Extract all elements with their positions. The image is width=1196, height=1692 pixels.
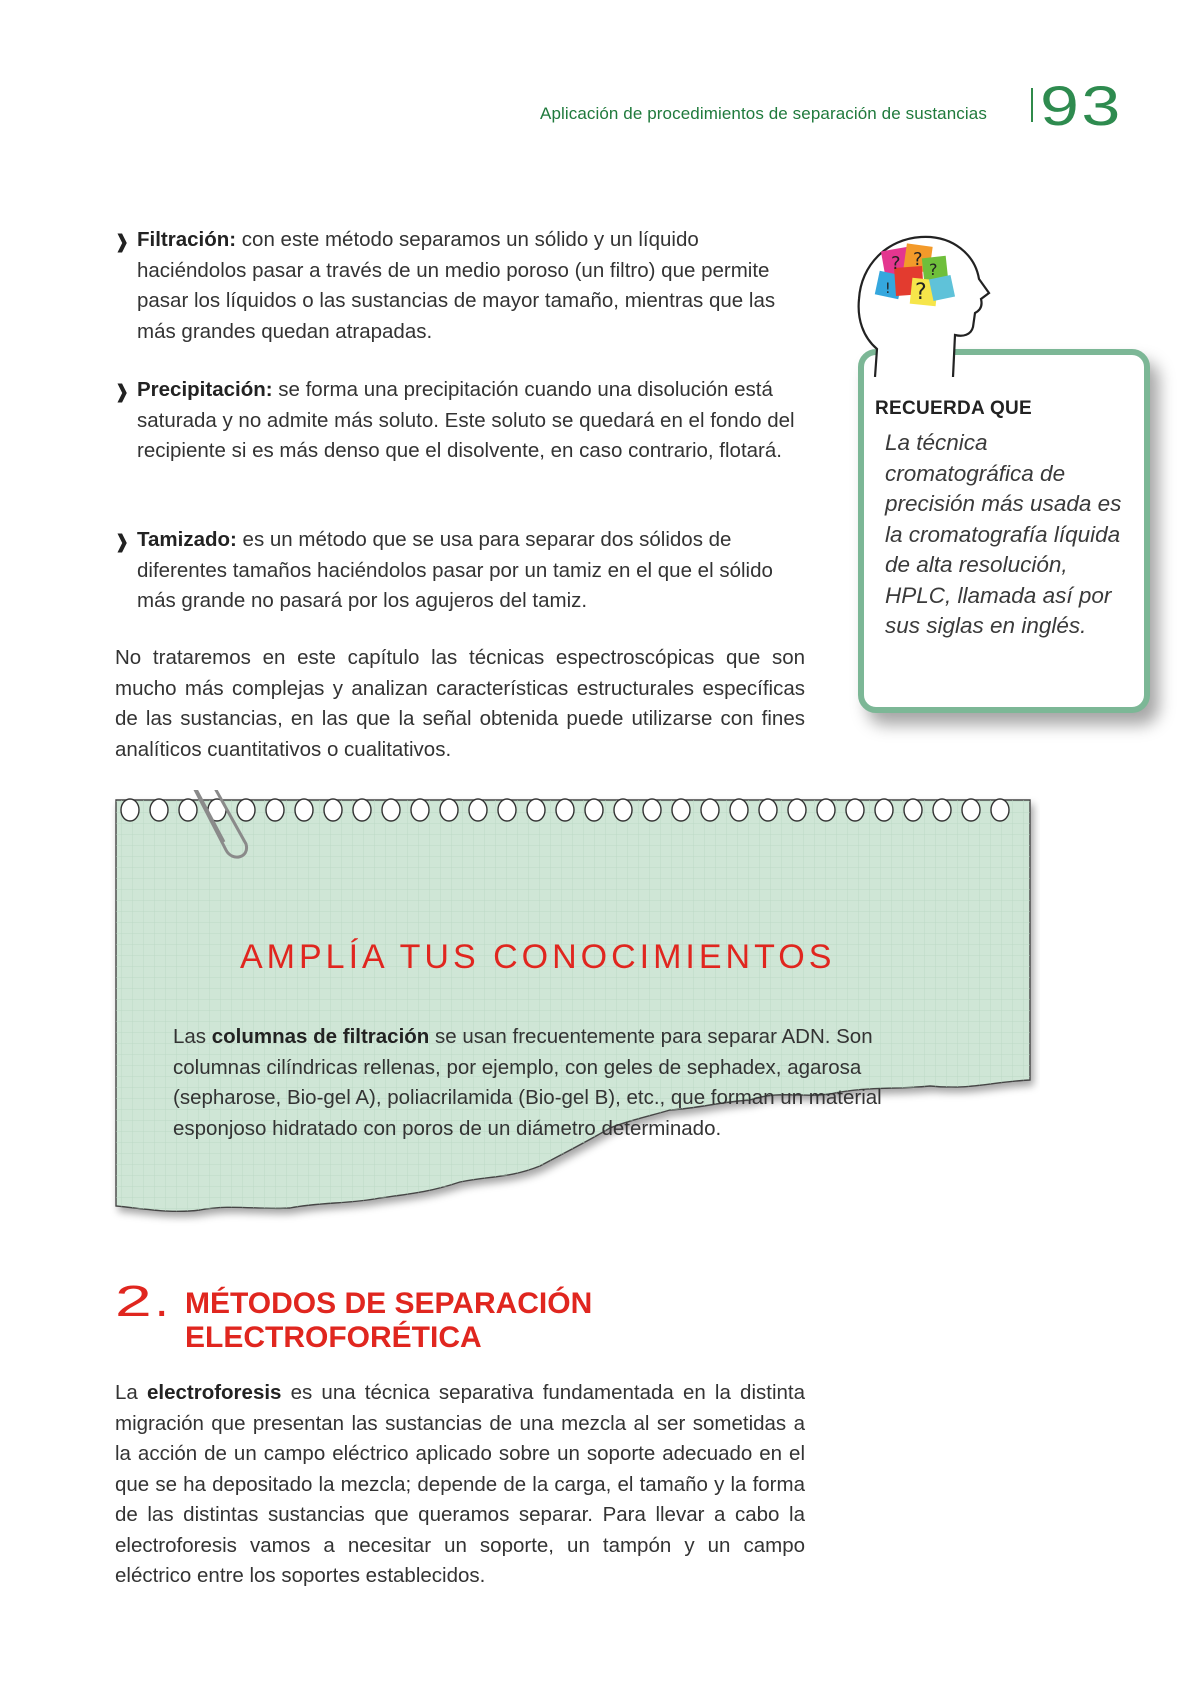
svg-text:?: ? [915,280,927,305]
notepad-background [110,790,1040,1240]
notepad-hole [179,799,197,821]
notepad-hole [672,799,690,821]
recuerda-text: La técnica cromatográfica de precisión más usada es la cromatografía líquida de alta resolución, HPLC, llamada así por sus siglas en inglés. [885,430,1122,638]
thinking-head-icon [855,227,995,377]
section-title-line2: ELECTROFORÉTICA [185,1321,482,1354]
svg-text:?: ? [913,249,923,270]
notepad-hole [295,799,313,821]
bullet-filtracion [115,225,805,347]
bullet-term: Tamizado: [137,528,237,551]
notepad-hole [701,799,719,821]
notepad-hole [730,799,748,821]
notepad-hole [759,799,777,821]
notepad-hole [643,799,661,821]
notepad-hole [875,799,893,821]
notepad-hole [904,799,922,821]
running-title: Aplicación de procedimientos de separación de sustancias [540,104,987,123]
notepad-hole [150,799,168,821]
intro-paragraph: No trataremos en este capítulo las técnicas espectroscópicas que son mucho más complejas y analizan características estructurales específicas de las sustancias, en las que la señal obtenida puede utilizarse con fines analíticos cuantitativos o cualitativos. [115,646,805,761]
notepad-hole [788,799,806,821]
recuerda-title: RECUERDA QUE [875,398,1033,419]
notepad-hole [614,799,632,821]
section-number-dot: . [157,1286,167,1324]
bullet-marker-icon: ❱ [114,232,130,253]
bullet-tamizado [115,525,805,617]
amplia-lead: Las [173,1025,212,1048]
electro-body: es una técnica separativa fundamentada en la distinta migración que presentan las sustancias de una mezcla al ser sometidas a la acción de un campo eléctrico aplicado sobre un soporte adecuado en el que se ha depositado la mezcla; depende de la carga, el tamaño y la forma de las distintas sustancias que queramos separar. Para llevar a cabo la electroforesis vamos a necesitar un soporte, un tampón y un campo eléctrico entre los soportes establecidos. [115,1381,806,1587]
amplia-text [173,1022,963,1144]
amplia-body: se usan frecuentemente para separar ADN. Son columnas cilíndricas rellenas, por ejemplo, con geles de sephadex, agarosa (sepharose, Bio-gel A), poliacrilamida (Bio-gel B), etc., que forman un material esponjoso hidratado con poros de un diámetro determinado. [173,1025,882,1140]
header-divider [1031,88,1033,122]
bullet-term: Filtración: [137,228,237,251]
bullet-term: Precipitación: [137,378,273,401]
notepad-hole [991,799,1009,821]
notepad-hole [121,799,139,821]
notepad-hole [440,799,458,821]
notepad-hole [527,799,545,821]
notepad-hole [498,799,516,821]
notepad-hole [411,799,429,821]
bullet-text: es un método que se usa para separar dos sólidos de diferentes tamaños haciéndolos pasar por un tamiz en el que el sólido más grande no pasará por los agujeros del tamiz. [137,528,773,612]
section-title-line1: MÉTODOS DE SEPARACIÓN [185,1287,593,1320]
bullet-text: se forma una precipitación cuando una disolución está saturada y no admite más soluto. Este soluto se quedará en el fondo del recipiente si es más denso que el disolvente, en caso contrario, flotará. [137,378,795,462]
notepad-hole [962,799,980,821]
svg-text:?: ? [929,260,938,279]
amplia-term: columnas de filtración [211,1025,430,1048]
svg-text:!: ! [885,281,891,297]
electro-lead: La [115,1381,147,1404]
notepad-hole [353,799,371,821]
notepad-hole [382,799,400,821]
notepad-hole [469,799,487,821]
notepad-hole [556,799,574,821]
notepad-hole [324,799,342,821]
page-number: 93 [1040,74,1123,137]
bullet-marker-icon: ❱ [114,382,130,403]
notepad-hole [585,799,603,821]
section-title [185,1287,592,1355]
bullet-text: con este método separamos un sólido y un líquido haciéndolos pasar a través de un medio poroso (un filtro) que permite pasar los líquidos o las sustancias de mayor tamaño, mientras que las más grandes quedan atrapadas. [137,228,776,343]
amplia-title: AMPLÍA TUS CONOCIMIENTOS [240,938,836,976]
notepad-hole [266,799,284,821]
bullet-precipitacion [115,375,805,467]
notepad-hole [933,799,951,821]
electro-term: electroforesis [146,1381,282,1404]
notepad-hole [846,799,864,821]
notepad-hole [817,799,835,821]
svg-text:?: ? [891,253,901,274]
section-number: 2 [115,1277,152,1326]
bullet-marker-icon: ❱ [114,532,130,553]
notepad-hole [237,799,255,821]
electroforesis-paragraph [115,1378,805,1592]
